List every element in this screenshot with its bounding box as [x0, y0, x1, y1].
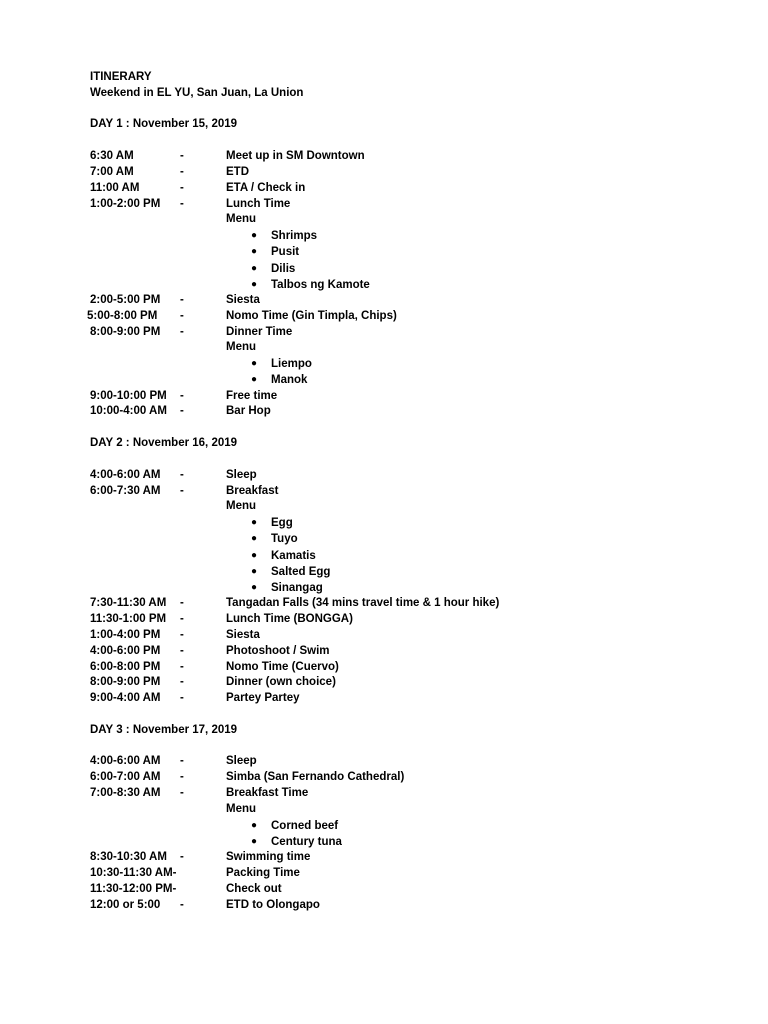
separator-dash: -	[180, 390, 184, 402]
separator-dash: -	[180, 787, 184, 799]
activity: Packing Time	[226, 867, 300, 879]
separator-dash: -	[180, 310, 184, 322]
activity: Lunch Time (BONGGA)	[226, 613, 353, 625]
separator-dash: -	[180, 150, 184, 162]
schedule-row	[0, 851, 768, 867]
menu-item-text: Corned beef	[271, 820, 339, 832]
separator-dash: -	[180, 405, 184, 417]
separator-dash: -	[180, 469, 184, 481]
schedule-row	[0, 405, 768, 421]
bullet-icon: ●	[251, 582, 258, 593]
menu-label-row	[0, 341, 768, 357]
time-slot: 9:00-4:00 AM	[90, 692, 161, 704]
time-slot: 5:00-8:00 PM	[87, 310, 158, 322]
time-slot: 11:00 AM	[90, 182, 140, 194]
separator-dash: -	[180, 676, 184, 688]
bullet-icon: ●	[251, 263, 258, 274]
activity: Lunch Time	[226, 198, 291, 210]
separator-dash: -	[180, 692, 184, 704]
separator-dash: -	[180, 629, 184, 641]
bullet-icon: ●	[251, 230, 258, 241]
schedule-row	[0, 867, 768, 883]
bullet-icon: ●	[251, 533, 258, 544]
time-slot: 6:00-8:00 PM	[90, 661, 161, 673]
menu-item-text: Shrimps	[271, 230, 318, 242]
separator-dash: -	[180, 613, 184, 625]
menu-item	[0, 279, 768, 295]
time-slot: 4:00-6:00 AM	[90, 755, 161, 767]
schedule-row	[0, 692, 768, 708]
bullet-icon: ●	[251, 820, 258, 831]
schedule-row	[0, 755, 768, 771]
bullet-icon: ●	[251, 279, 258, 290]
time-slot: 7:00-8:30 AM	[90, 787, 161, 799]
activity: Tangadan Falls (34 mins travel time & 1 hour hike)	[226, 597, 500, 609]
activity: Partey Partey	[226, 692, 300, 704]
activity: Free time	[226, 390, 278, 402]
activity: Photoshoot / Swim	[226, 645, 330, 657]
bullet-icon: ●	[251, 358, 258, 369]
menu-item	[0, 230, 768, 246]
bullet-icon: ●	[251, 836, 258, 847]
activity: Dinner Time	[226, 326, 293, 338]
separator-dash: -	[180, 899, 184, 911]
time-slot: 8:00-9:00 PM	[90, 326, 161, 338]
menu-item	[0, 374, 768, 390]
menu-item-text: Kamatis	[271, 550, 316, 562]
time-slot: 6:00-7:00 AM	[90, 771, 161, 783]
bullet-icon: ●	[251, 246, 258, 257]
document-subtitle: Weekend in EL YU, San Juan, La Union	[90, 87, 304, 99]
schedule-row	[0, 166, 768, 182]
time-slot: 4:00-6:00 AM	[90, 469, 161, 481]
menu-item	[0, 582, 768, 598]
time-slot: 6:00-7:30 AM	[90, 485, 161, 497]
menu-item	[0, 820, 768, 836]
time-slot: 6:30 AM	[90, 150, 134, 162]
schedule-row	[0, 310, 768, 326]
schedule-row	[0, 883, 768, 899]
menu-item	[0, 533, 768, 549]
separator-dash: -	[180, 198, 184, 210]
activity: Sleep	[226, 469, 257, 481]
separator-dash: -	[180, 645, 184, 657]
schedule-row	[0, 390, 768, 406]
time-slot: 11:30-1:00 PM	[90, 613, 167, 625]
menu-label: Menu	[226, 341, 257, 353]
schedule-row	[0, 613, 768, 629]
separator-dash: -	[180, 597, 184, 609]
activity: Nomo Time (Cuervo)	[226, 661, 339, 673]
separator-dash: -	[180, 755, 184, 767]
activity: Breakfast Time	[226, 787, 309, 799]
schedule-row	[0, 485, 768, 501]
menu-item-text: Liempo	[271, 358, 312, 370]
time-slot: 4:00-6:00 PM	[90, 645, 161, 657]
separator-dash: -	[180, 661, 184, 673]
schedule-row	[0, 787, 768, 803]
day-heading: DAY 2 : November 16, 2019	[90, 437, 238, 449]
bullet-icon: ●	[251, 374, 258, 385]
menu-item-text: Manok	[271, 374, 308, 386]
menu-label-row	[0, 500, 768, 516]
schedule-row	[0, 645, 768, 661]
menu-item	[0, 836, 768, 852]
time-slot: 10:00-4:00 AM	[90, 405, 167, 417]
bullet-icon: ●	[251, 566, 258, 577]
activity: ETD	[226, 166, 249, 178]
schedule-row	[0, 899, 768, 915]
menu-item-text: Century tuna	[271, 836, 342, 848]
menu-label: Menu	[226, 213, 257, 225]
menu-label: Menu	[226, 500, 257, 512]
menu-item	[0, 358, 768, 374]
bullet-icon: ●	[251, 517, 258, 528]
time-slot: 8:30-10:30 AM	[90, 851, 167, 863]
menu-item	[0, 550, 768, 566]
day-heading: DAY 1 : November 15, 2019	[90, 118, 238, 130]
time-slot: 12:00 or 5:00	[90, 899, 161, 911]
menu-item-text: Sinangag	[271, 582, 323, 594]
schedule-row	[0, 469, 768, 485]
activity: Bar Hop	[226, 405, 271, 417]
schedule-row	[0, 629, 768, 645]
separator-dash: -	[180, 851, 184, 863]
schedule-row	[0, 150, 768, 166]
time-slot: 9:00-10:00 PM	[90, 390, 167, 402]
menu-label: Menu	[226, 803, 257, 815]
bullet-icon: ●	[251, 550, 258, 561]
time-slot: 1:00-4:00 PM	[90, 629, 161, 641]
activity: ETD to Olongapo	[226, 899, 320, 911]
separator-dash: -	[180, 485, 184, 497]
separator-dash: -	[180, 771, 184, 783]
activity: Sleep	[226, 755, 257, 767]
time-slot: 2:00-5:00 PM	[90, 294, 161, 306]
schedule-row	[0, 661, 768, 677]
menu-item	[0, 263, 768, 279]
activity: ETA / Check in	[226, 182, 306, 194]
schedule-row	[0, 198, 768, 214]
activity: Siesta	[226, 629, 260, 641]
document-title: ITINERARY	[90, 71, 152, 83]
time-slot: 8:00-9:00 PM	[90, 676, 161, 688]
activity: Siesta	[226, 294, 260, 306]
separator-dash: -	[180, 294, 184, 306]
menu-item	[0, 246, 768, 262]
schedule-row	[0, 676, 768, 692]
activity: Check out	[226, 883, 282, 895]
menu-item	[0, 517, 768, 533]
schedule-row	[0, 597, 768, 613]
menu-item-text: Dilis	[271, 263, 296, 275]
activity: Dinner (own choice)	[226, 676, 336, 688]
schedule-row	[0, 294, 768, 310]
separator-dash: -	[180, 326, 184, 338]
schedule-row	[0, 771, 768, 787]
activity: Breakfast	[226, 485, 279, 497]
time-slot: 10:30-11:30 AM-	[90, 867, 177, 879]
time-slot: 7:30-11:30 AM	[90, 597, 167, 609]
menu-item-text: Pusit	[271, 246, 300, 258]
schedule-row	[0, 326, 768, 342]
activity: Swimming time	[226, 851, 311, 863]
separator-dash: -	[180, 182, 184, 194]
menu-item-text: Tuyo	[271, 533, 298, 545]
schedule-row	[0, 182, 768, 198]
time-slot: 7:00 AM	[90, 166, 134, 178]
menu-label-row	[0, 213, 768, 229]
separator-dash: -	[180, 166, 184, 178]
time-slot: 1:00-2:00 PM	[90, 198, 161, 210]
menu-item	[0, 566, 768, 582]
day-heading: DAY 3 : November 17, 2019	[90, 724, 238, 736]
time-slot: 11:30-12:00 PM-	[90, 883, 177, 895]
activity: Simba (San Fernando Cathedral)	[226, 771, 405, 783]
activity: Nomo Time (Gin Timpla, Chips)	[226, 310, 397, 322]
activity: Meet up in SM Downtown	[226, 150, 365, 162]
menu-item-text: Egg	[271, 517, 293, 529]
menu-item-text: Talbos ng Kamote	[271, 279, 370, 291]
menu-label-row	[0, 803, 768, 819]
menu-item-text: Salted Egg	[271, 566, 331, 578]
